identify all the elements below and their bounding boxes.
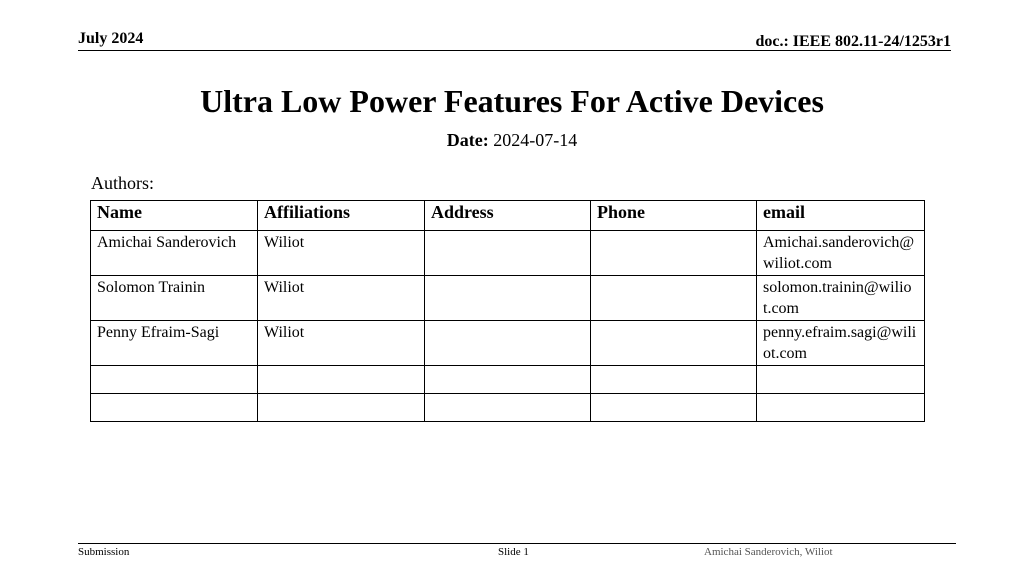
footer-author: Amichai Sanderovich, Wiliot — [704, 546, 833, 558]
cell-email — [757, 394, 925, 422]
header-address: Address — [425, 201, 591, 231]
header-doc-id: doc.: IEEE 802.11-24/1253r1 — [755, 33, 951, 50]
cell-email: solomon.trainin@wiliot.com — [757, 276, 925, 321]
table-row — [91, 276, 925, 321]
cell-affiliation — [258, 394, 425, 422]
header-date: July 2024 — [78, 30, 144, 47]
cell-affiliation: Wiliot — [258, 231, 425, 276]
cell-address — [425, 366, 591, 394]
cell-affiliation: Wiliot — [258, 321, 425, 366]
header-name: Name — [91, 201, 258, 231]
cell-address — [425, 321, 591, 366]
cell-phone — [591, 276, 757, 321]
table-row — [91, 231, 925, 276]
table-header-row — [91, 201, 925, 231]
authors-table — [90, 200, 925, 422]
header-divider — [78, 50, 951, 51]
cell-affiliation: Wiliot — [258, 276, 425, 321]
date-line — [0, 130, 1024, 151]
cell-address — [425, 276, 591, 321]
cell-email — [757, 366, 925, 394]
header-email: email — [757, 201, 925, 231]
footer-divider — [78, 543, 956, 544]
cell-address — [425, 394, 591, 422]
header-phone: Phone — [591, 201, 757, 231]
date-label: Date: — [446, 130, 489, 150]
table-row — [91, 366, 925, 394]
cell-phone — [591, 366, 757, 394]
table-row — [91, 321, 925, 366]
cell-phone — [591, 321, 757, 366]
authors-label: Authors: — [91, 173, 154, 193]
cell-name — [91, 394, 258, 422]
cell-name — [91, 366, 258, 394]
table-row — [91, 394, 925, 422]
cell-name: Penny Efraim-Sagi — [91, 321, 258, 366]
cell-name: Amichai Sanderovich — [91, 231, 258, 276]
footer-submission: Submission — [78, 546, 130, 558]
cell-name: Solomon Trainin — [91, 276, 258, 321]
cell-phone — [591, 231, 757, 276]
cell-affiliation — [258, 366, 425, 394]
cell-address — [425, 231, 591, 276]
header-affiliations: Affiliations — [258, 201, 425, 231]
footer-slide-number: Slide 1 — [498, 546, 529, 558]
date-value: 2024-07-14 — [493, 130, 578, 150]
cell-email: penny.efraim.sagi@wiliot.com — [757, 321, 925, 366]
cell-phone — [591, 394, 757, 422]
slide-title: Ultra Low Power Features For Active Devices — [200, 83, 824, 119]
cell-email: Amichai.sanderovich@wiliot.com — [757, 231, 925, 276]
